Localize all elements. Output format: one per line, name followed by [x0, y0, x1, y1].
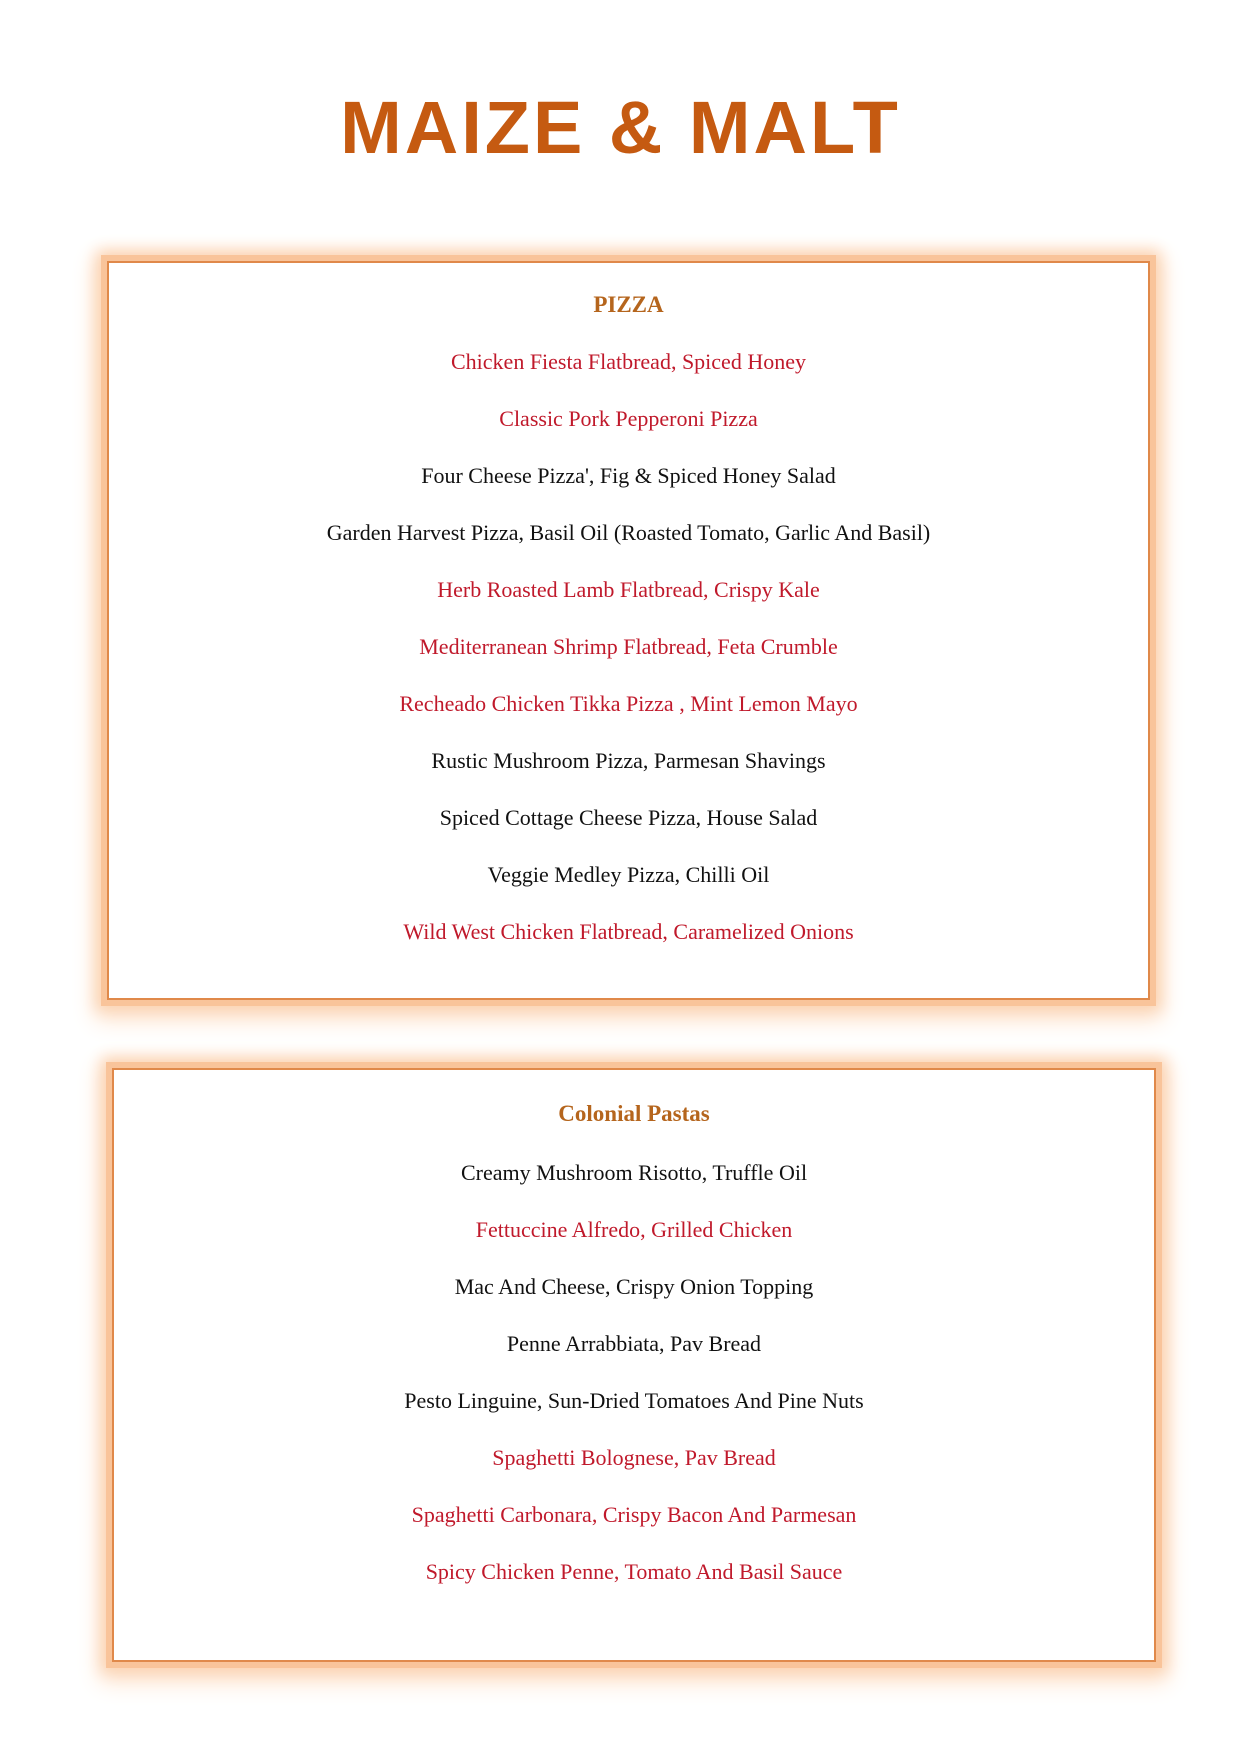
menu-item: Chicken Fiesta Flatbread, Spiced Honey	[451, 349, 806, 374]
section-header: Colonial Pastas	[558, 1101, 710, 1126]
menu-item: Spaghetti Carbonara, Crispy Bacon And Parmesan	[411, 1502, 857, 1527]
menu-item: Wild West Chicken Flatbread, Caramelized Onions	[403, 919, 854, 944]
menu-item: Fettuccine Alfredo, Grilled Chicken	[475, 1217, 793, 1242]
menu-item: Spiced Cottage Cheese Pizza, House Salad	[439, 805, 818, 830]
menu-item: Veggie Medley Pizza, Chilli Oil	[487, 862, 770, 887]
menu-item: Spaghetti Bolognese, Pav Bread	[492, 1445, 776, 1470]
menu-item: Herb Roasted Lamb Flatbread, Crispy Kale	[437, 577, 820, 602]
menu-item: Four Cheese Pizza', Fig & Spiced Honey Salad	[421, 463, 836, 488]
menu-item: Garden Harvest Pizza, Basil Oil (Roasted Tomato, Garlic And Basil)	[326, 520, 931, 545]
menu-item: Recheado Chicken Tikka Pizza , Mint Lemon Mayo	[399, 691, 858, 716]
menu-item: Mac And Cheese, Crispy Onion Topping	[454, 1274, 814, 1299]
menu-item: Mediterranean Shrimp Flatbread, Feta Crumble	[419, 634, 838, 659]
restaurant-title: MAIZE & MALT	[340, 86, 901, 169]
menu-item: Classic Pork Pepperoni Pizza	[499, 406, 758, 431]
menu-section-pizza	[107, 261, 1150, 1000]
section-header: PIZZA	[593, 292, 664, 317]
menu-item: Creamy Mushroom Risotto, Truffle Oil	[460, 1160, 808, 1185]
menu-item: Penne Arrabbiata, Pav Bread	[506, 1331, 762, 1356]
menu-item: Spicy Chicken Penne, Tomato And Basil Sauce	[425, 1559, 843, 1584]
menu-item: Pesto Linguine, Sun-Dried Tomatoes And Pine Nuts	[404, 1388, 864, 1413]
menu-section-pastas	[112, 1068, 1156, 1662]
menu-item: Rustic Mushroom Pizza, Parmesan Shavings	[431, 748, 826, 773]
